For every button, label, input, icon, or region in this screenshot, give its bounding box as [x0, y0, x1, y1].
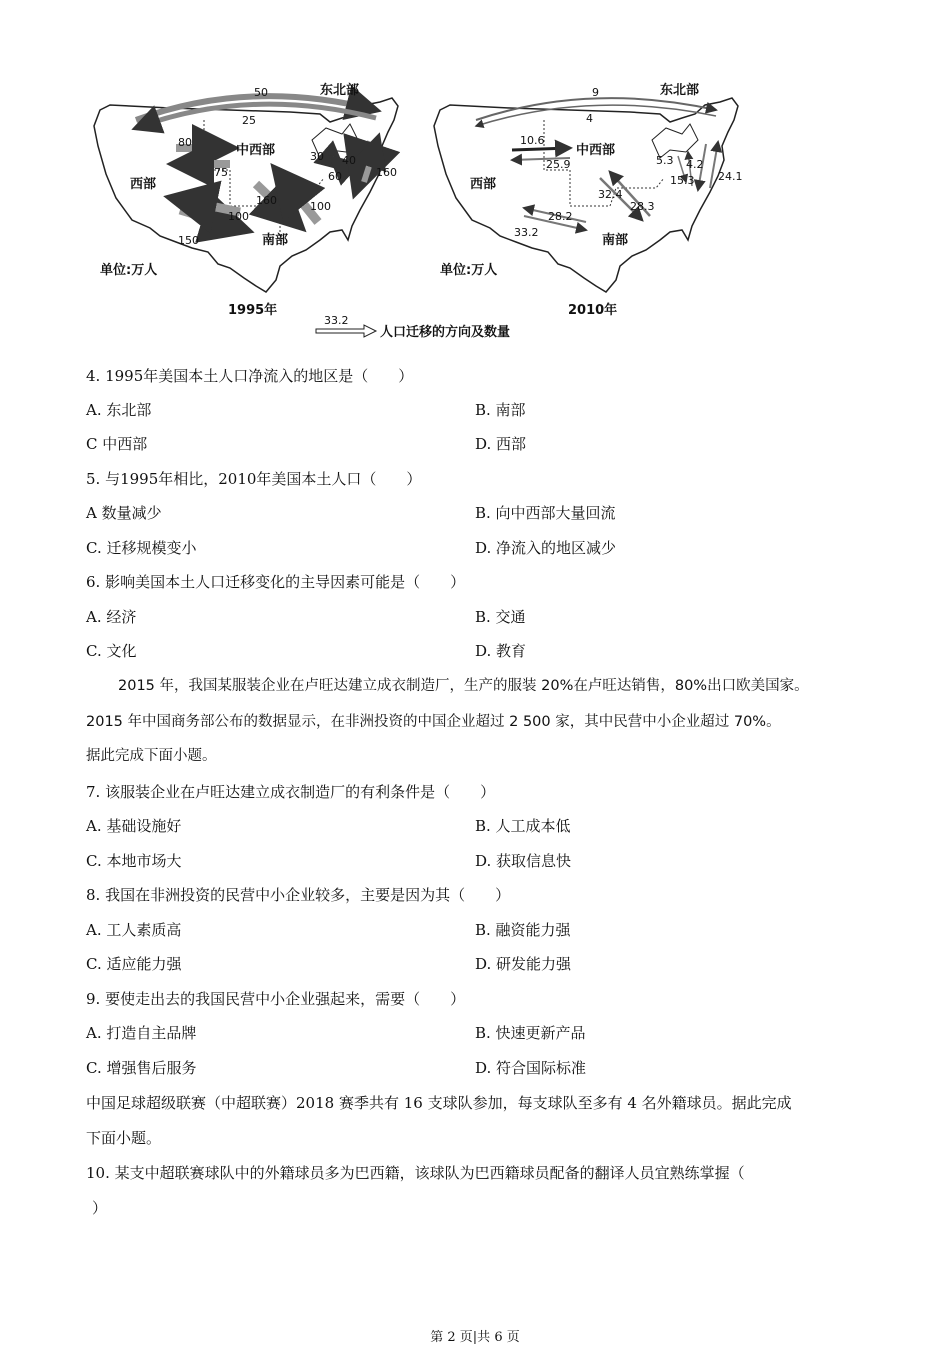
map-1995-label-midwest: 中西部 [236, 143, 276, 158]
question-5-stem: 5. 与1995年相比，2010年美国本土人口（ ） [86, 470, 422, 488]
map-1995 [94, 82, 398, 318]
question-5-option-a[interactable]: A 数量减少 [86, 504, 162, 522]
map-legend [316, 314, 510, 340]
map-2010-label-west: 西部 [470, 177, 497, 192]
question-6-option-c[interactable]: C. 文化 [86, 642, 137, 660]
question-8-stem: 8. 我国在非洲投资的民营中小企业较多，主要是因为其（ ） [86, 886, 511, 904]
map-2010-label-midwest: 中西部 [576, 143, 616, 158]
passage-1-line-1: 2015 年，我国某服装企业在卢旺达建立成衣制造厂，生产的服装 20%在卢旺达销售，80%出口欧美国家。 [118, 678, 809, 694]
map-2010-year: 2010年 [568, 303, 618, 318]
question-7-option-a[interactable]: A. 基础设施好 [86, 817, 182, 835]
map-1995-label-south: 南部 [262, 233, 289, 248]
map-2010-num: 28.3 [630, 200, 655, 213]
map-1995-num: 75 [214, 166, 228, 179]
map-2010-num: 28.2 [548, 210, 573, 223]
question-9-stem: 9. 要使走出去的我国民营中小企业强起来，需要（ ） [86, 990, 466, 1008]
map-2010-num: 9 [592, 86, 599, 99]
question-9-option-d[interactable]: D. 符合国际标准 [475, 1059, 587, 1077]
map-1995-label-west: 西部 [130, 177, 157, 192]
question-5-option-b[interactable]: B. 向中西部大量回流 [475, 504, 616, 522]
map-1995-num: 100 [228, 210, 249, 223]
map-2010-num: 33.2 [514, 226, 539, 239]
question-6-option-d[interactable]: D. 教育 [475, 642, 527, 660]
map-2010-unit: 单位:万人 [440, 263, 498, 278]
passage-1-line-2: 2015 年中国商务部公布的数据显示，在非洲投资的中国企业超过 2 500 家，其中民营中小企业超过 70%。 [86, 714, 781, 730]
map-2010-num: 10.6 [520, 134, 545, 147]
migration-maps-svg [80, 80, 780, 350]
map-1995-num: 30 [310, 150, 324, 163]
map-1995-num: 25 [242, 114, 256, 127]
page-footer: 第 2 页|共 6 页 [430, 1330, 520, 1345]
question-5-option-c[interactable]: C. 迁移规模变小 [86, 539, 197, 557]
legend-label: 人口迁移的方向及数量 [380, 325, 511, 340]
map-1995-num: 50 [254, 86, 268, 99]
map-2010-num: 4.2 [686, 158, 704, 171]
question-4-option-a[interactable]: A. 东北部 [86, 401, 152, 419]
question-9-option-c[interactable]: C. 增强售后服务 [86, 1059, 197, 1077]
question-7-stem: 7. 该服装企业在卢旺达建立成衣制造厂的有利条件是（ ） [86, 783, 496, 801]
question-6-option-b[interactable]: B. 交通 [475, 608, 526, 626]
question-4-option-d[interactable]: D. 西部 [475, 435, 527, 453]
question-4-option-c[interactable]: C 中西部 [86, 435, 148, 453]
map-2010-num: 4 [586, 112, 593, 125]
question-5-option-d[interactable]: D. 净流入的地区减少 [475, 539, 617, 557]
map-1995-num: 160 [256, 194, 277, 207]
question-7-option-b[interactable]: B. 人工成本低 [475, 817, 571, 835]
map-2010-num: 24.1 [718, 170, 743, 183]
map-2010-label-south: 南部 [602, 233, 629, 248]
passage-1-line-3: 据此完成下面小题。 [86, 748, 217, 764]
question-8-option-a[interactable]: A. 工人素质高 [86, 921, 182, 939]
question-6-stem: 6. 影响美国本土人口迁移变化的主导因素可能是（ ） [86, 573, 466, 591]
map-1995-num: 80 [178, 136, 192, 149]
question-4-option-b[interactable]: B. 南部 [475, 401, 526, 419]
legend-value: 33.2 [324, 314, 349, 327]
map-1995-num: 150 [178, 234, 199, 247]
map-2010-num: 25.9 [546, 158, 571, 171]
migration-maps-figure [80, 80, 780, 350]
map-1995-num: 60 [328, 170, 342, 183]
map-1995-label-northeast: 东北部 [320, 83, 360, 98]
map-2010 [434, 82, 743, 318]
map-1995-num: 100 [310, 200, 331, 213]
map-2010-num: 15.3 [670, 174, 695, 187]
question-7-option-d[interactable]: D. 获取信息快 [475, 852, 572, 870]
passage-2-line-2: 下面小题。 [86, 1129, 162, 1147]
question-4-stem: 4. 1995年美国本土人口净流入的地区是（ ） [86, 367, 414, 385]
map-1995-num: 160 [376, 166, 397, 179]
map-2010-num: 5.3 [656, 154, 674, 167]
question-8-option-d[interactable]: D. 研发能力强 [475, 955, 572, 973]
map-1995-unit: 单位:万人 [100, 263, 158, 278]
question-8-option-b[interactable]: B. 融资能力强 [475, 921, 571, 939]
question-7-option-c[interactable]: C. 本地市场大 [86, 852, 182, 870]
question-9-option-a[interactable]: A. 打造自主品牌 [86, 1024, 197, 1042]
map-2010-label-northeast: 东北部 [660, 83, 700, 98]
question-10-stem-line-1: 10. 某支中超联赛球队中的外籍球员多为巴西籍，该球队为巴西籍球员配备的翻译人员宜熟练掌握（ [86, 1164, 745, 1182]
question-9-option-b[interactable]: B. 快速更新产品 [475, 1024, 586, 1042]
map-2010-num: 32.4 [598, 188, 623, 201]
question-8-option-c[interactable]: C. 适应能力强 [86, 955, 182, 973]
question-10-stem-line-2: ） [92, 1199, 108, 1217]
map-1995-num: 40 [342, 154, 356, 167]
question-6-option-a[interactable]: A. 经济 [86, 608, 137, 626]
map-1995-year: 1995年 [228, 303, 278, 318]
passage-2-line-1: 中国足球超级联赛（中超联赛）2018 赛季共有 16 支球队参加，每支球队至多有 4 名外籍球员。据此完成 [86, 1094, 792, 1112]
